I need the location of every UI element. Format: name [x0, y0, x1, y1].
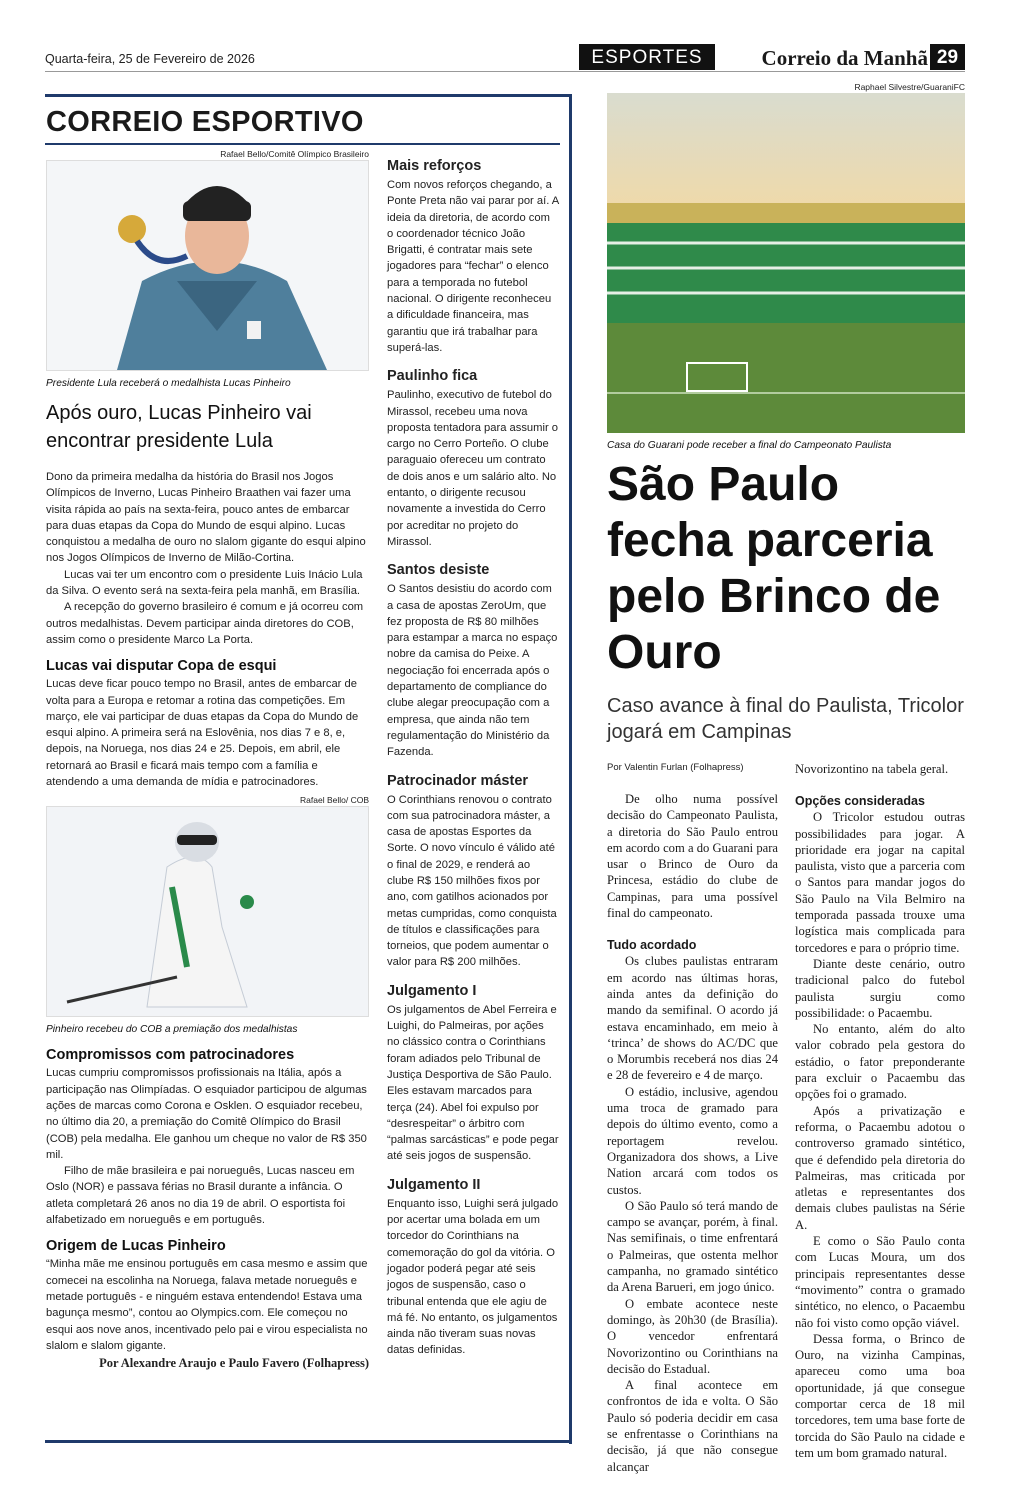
note-item	[387, 981, 559, 1165]
paragraph: Após a privatização e reforma, o Pacaembu adotou o controverso gramado sintético, que é defendido pela diretoria do Palmeiras, mas criticada por atletas e representantes dos demais clubes paulistas na Série A.	[795, 1103, 965, 1232]
paragraph: A recepção do governo brasileiro é comum e já ocorreu com outros medalhistas. Devem participar ainda diretores do COB, assim como o presidente Marco La Porta.	[46, 601, 364, 646]
photo-credit: Rafael Bello/ COB	[300, 795, 369, 806]
box-top-border	[45, 94, 572, 97]
photo-caption: Pinheiro recebeu do COB a premiação dos medalhistas	[46, 1024, 298, 1036]
subheading: Opções consideradas	[795, 794, 925, 809]
note-title: Julgamento I	[387, 982, 477, 999]
paragraph: Dessa forma, o Brinco de Ouro, na vizinha Campinas, apareceu como uma boa oportunidade, já que consegue comportar cerca de 18 mil torcedores, tem uma base forte de torcida do São Paulo na cidade e tem um bom gramado natural.	[795, 1331, 965, 1460]
note-item	[387, 560, 559, 760]
article-intro	[46, 469, 369, 790]
note-body: Os julgamentos de Abel Ferreira e Luighi, do Palmeiras, por ações no clássico contra o Corinthians foram adiados pelo Tribunal de Justiça Desportiva de São Paulo. Eles estavam marcados para terça (24). Abel foi expulso por “desrespeitar” o árbitro com “palmas sarcásticas” e pode pegar até seis jogos de suspensão.	[387, 1003, 559, 1163]
note-body: Enquanto isso, Luighi será julgado por acertar uma bolada em um torcedor do Corinthians na comemoração do gol da vitória. O jogador poderá pegar até seis jogos de suspensão, caso o tribunal entenda que ele agiu de má fé. No entanto, os julgamentos ainda não tiveram suas novas datas definidas.	[387, 1197, 559, 1357]
stadium-photo	[607, 93, 965, 433]
paragraph: O São Paulo só terá mando de campo se avançar, porém, à final. Nas semifinais, o time enfrentará o Palmeiras, que ostenta melhor campanha, no gramado sintético da Arena Barueri, em jogo único.	[607, 1198, 778, 1295]
right-article	[607, 81, 965, 1475]
notes-column	[387, 156, 559, 1369]
note-title: Patrocinador máster	[387, 772, 529, 789]
article-continuation	[46, 1045, 369, 1371]
paragraph: Os clubes paulistas entraram em acordo nas últimas horas, ainda antes da definição do mando da semifinal. O acordo já estava encaminhado, em meio à ‘trinca’ de shows do AC/DC que o Morumbis receberá nos dias 24 e 28 de fevereiro e 4 de março.	[607, 954, 778, 1083]
note-title: Julgamento II	[387, 1176, 481, 1193]
paragraph: No entanto, além do alto valor cobrado pela gestora do estádio, o fator preponderante para excluir o Pacaembu das opções foi o gramado.	[795, 1022, 965, 1102]
note-item	[387, 1175, 559, 1359]
article-headline: Após ouro, Lucas Pinheiro vai encontrar presidente Lula	[46, 402, 312, 452]
article-column-1	[607, 761, 778, 1475]
paragraph: E como o São Paulo conta com Lucas Moura, um dos principais representantes desse “movimento” contra o gramado sintético, no elenco, o Pacaembu não foi visto como opção viável.	[795, 1234, 965, 1330]
note-title: Paulinho fica	[387, 368, 478, 385]
column-title-rule	[45, 143, 560, 145]
paragraph: Lucas cumpriu compromissos profissionais na Itália, após a participação nas Olimpíadas. O esquiador participou de algumas ações de marcas como Corona e Osklen. O esquiador recebeu, no último dia 20, a premiação do Comitê Olímpico do Brasil (COB) pela medalha. Ele ganhou um cheque no valor de R$ 350 mil.	[46, 1067, 367, 1161]
article-columns	[607, 761, 965, 1475]
box-bottom-border	[45, 1440, 572, 1443]
athlete-medal-photo	[46, 160, 369, 371]
note-body: O Santos desistiu do acordo com a casa de apostas ZeroUm, que fez proposta de R$ 80 milhões para estampar a marca no espaço nobre da camisa do Peixe. A negociação foi encerrada após o departamento de compliance do clube alegar preocupação com a empresa, que ainda não tem regulamentação do Ministério da Fazenda.	[387, 583, 558, 759]
note-body: O Corinthians renovou o contrato com sua patrocinadora máster, a casa de apostas Esportes da Sorte. O novo vínculo é válido até o final de 2029, e renderá ao clube R$ 150 milhões fixos por ano, com gatilhos acionados por metas cumpridas, como conquista de títulos e classificações para torneios, que podem aumentar o valor para R$ 200 milhões.	[387, 793, 557, 969]
photo-caption: Presidente Lula receberá o medalhista Lucas Pinheiro	[46, 378, 291, 389]
paragraph: Dono da primeira medalha da história do Brasil nos Jogos Olímpicos de Inverno, Lucas Pinheiro Braathen vai fazer uma visita rápida ao país na sexta-feira, pouco antes de embarcar para duas etapas da Copa do Mundo de esqui alpino. Lucas conquistou a medalha de ouro no slalom gigante do esqui alpino nos Jogos Olímpicos de Inverno de Milão-Cortina.	[46, 471, 366, 565]
note-title: Santos desiste	[387, 562, 490, 579]
note-item	[387, 771, 559, 971]
paragraph: A final acontece em confrontos de ida e volta. O São Paulo só poderia decidir em casa se enfrentasse o Corinthians na decisão, já que não consegue alcançar	[607, 1378, 778, 1474]
article-column-2	[795, 761, 965, 1475]
paragraph: O estádio, inclusive, agendou uma troca de gramado para depois do último evento, como a reportagem revelou. Organizadora dos shows, a Live Nation arcará com todos os custos.	[607, 1084, 778, 1197]
continued-text: Novorizontino na tabela geral.	[795, 762, 949, 776]
subheading: Lucas vai disputar Copa de esqui	[46, 658, 277, 675]
sub-headline: Caso avance à final do Paulista, Tricolor jogará em Campinas	[607, 695, 964, 743]
note-item	[387, 156, 559, 356]
subheading: Origem de Lucas Pinheiro	[46, 1238, 226, 1255]
newspaper-masthead: Correio da Manhã	[761, 46, 928, 70]
main-headline: São Paulo fecha parceria pelo Brinco de Ouro	[607, 458, 941, 679]
photo-caption: Casa do Guarani pode receber a final do Campeonato Paulista	[607, 440, 892, 451]
column-title: CORREIO ESPORTIVO	[46, 106, 364, 138]
paragraph: Filho de mãe brasileira e pai norueguês, Lucas nasceu em Oslo (NOR) e passava férias no Brasil durante a infância. O atleta completará 26 anos no dia 19 de abril. O esportista foi alfabetizado em norueguês e em português.	[46, 1165, 355, 1227]
subheading: Tudo acordado	[607, 938, 697, 953]
header-divider	[45, 71, 965, 72]
article-byline: Por Valentin Furlan (Folhapress)	[607, 762, 744, 773]
section-label: ESPORTES	[579, 44, 715, 70]
subheading: Compromissos com patrocinadores	[46, 1047, 295, 1064]
issue-date: Quarta-feira, 25 de Fevereiro de 2026	[45, 52, 255, 66]
note-body: Paulinho, executivo de futebol do Mirassol, recebeu uma nova proposta tentadora para assumir o cargo no Cerro Porteño. O clube paraguaio ofereceu um contrato de dois anos e um salário alto. No entanto, o dirigente recusou novamente a investida do Cerro por acreditar no projeto do Mirassol.	[387, 389, 559, 548]
paragraph: O Tricolor estudou outras possibilidades para jogar. A prioridade era jogar na capital paulista, visto que a parceria com o Santos para mandar jogos do São Paulo na Vila Belmiro na temporada passada trouxe uma logística mais complicada para torcedores e para o próprio time.	[795, 810, 965, 955]
paragraph: “Minha mãe me ensinou português em casa mesmo e assim que comecei na escolinha na Noruega, falava metade norueguês e metade português - e ninguém estava entendendo! Estava uma bagunça mesmo”, contou ao Olympics.com. Ele começou no esqui aos nove anos, incentivado pelo pai e virou especialista no slalom e slalom gigante.	[46, 1258, 368, 1352]
skier-photo	[46, 806, 369, 1017]
photo-credit: Rafael Bello/Comitê Olímpico Brasileiro	[220, 149, 369, 159]
box-right-border	[569, 94, 572, 1444]
note-title: Mais reforços	[387, 158, 482, 174]
paragraph: Lucas vai ter um encontro com o presidente Luis Inácio Lula da Silva. O evento será na sexta-feira pela manhã, em Brasília.	[46, 568, 363, 598]
paragraph: Lucas deve ficar pouco tempo no Brasil, antes de embarcar de volta para a Europa e retomar a rotina das competições. Em março, ele vai participar de duas etapas da Copa do Mundo de esqui alpino. A primeira será na Eslovênia, nos dias 7 e 8, e, depois, na Noruega, nos dias 24 e 25. Depois, em abril, ele retornará ao Brasil e ficará mais tempo com a família e atendendo a uma demanda de mídia e patrocinadores.	[46, 678, 359, 789]
paragraph: Diante deste cenário, outro tradicional palco do futebol paulista surgiu como possibilidade: o Pacaembu.	[795, 956, 965, 1020]
photo-credit: Raphael Silvestre/GuaraniFC	[854, 82, 965, 92]
article-byline: Por Alexandre Araujo e Paulo Favero (Folhapress)	[99, 1356, 369, 1371]
note-item	[387, 366, 559, 550]
page-number: 29	[930, 44, 965, 70]
paragraph: De olho numa possível decisão do Campeonato Paulista, a diretoria do São Paulo entrou em acordo com a do Guarani para usar o Brinco de Ouro da Princesa, estádio do clube de Campinas, para uma possível final do campeonato.	[607, 792, 778, 921]
note-body: Com novos reforços chegando, a Ponte Preta não vai parar por aí. A ideia da diretoria, de acordo com o coordenador técnico João Brigatti, é contratar mais sete jogadores para “fechar” o elenco para a temporada no futebol nacional. O dirigente reconheceu a dificuldade financeira, mas garantiu que irá trabalhar para superá-las.	[387, 179, 559, 354]
paragraph: O embate acontece neste domingo, às 20h30 (de Brasília). O vencedor enfrentará Novorizontino ou Corinthians na decisão do Estadual.	[607, 1296, 778, 1376]
left-column	[46, 148, 369, 1371]
